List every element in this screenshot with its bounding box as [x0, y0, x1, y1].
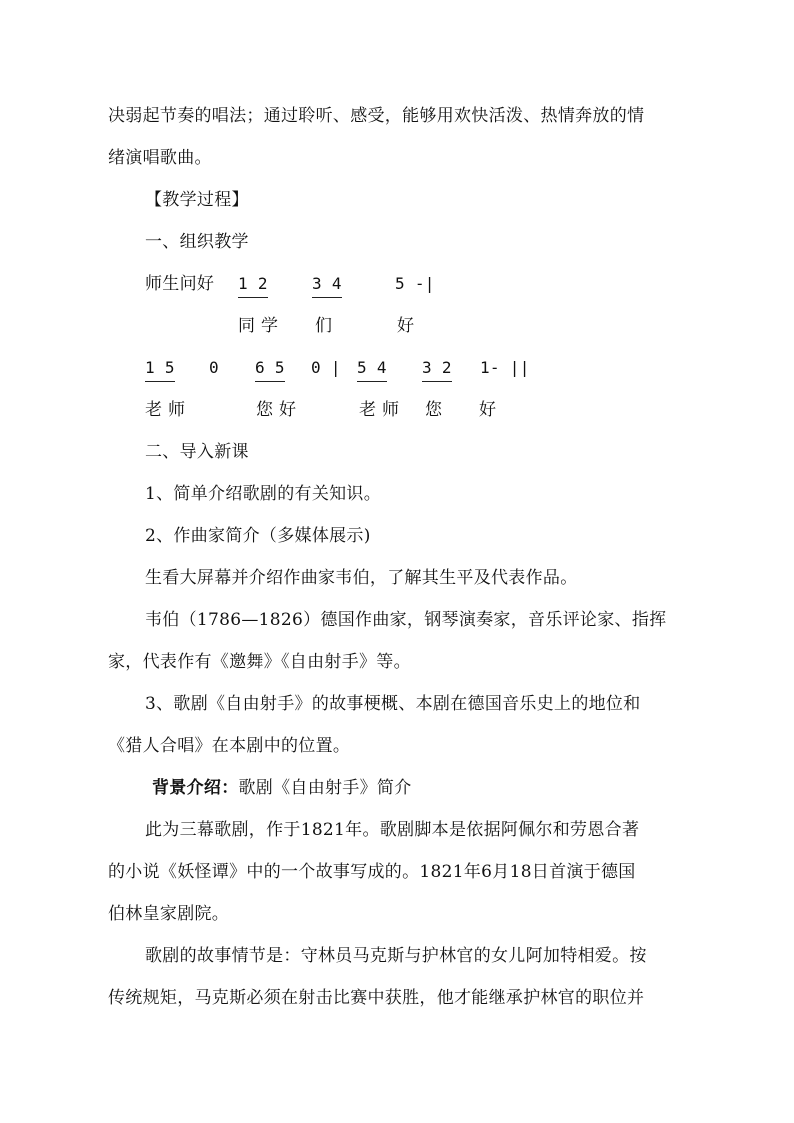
paragraph-line: 此为三幕歌剧，作于1821年。歌剧脚本是依据阿佩尔和劳恩合著 [145, 820, 640, 840]
section-heading: 【教学过程】 [145, 190, 249, 210]
paragraph-line: 传统规矩，马克斯必须在射击比赛中获胜，他才能继承护林官的职位并 [108, 988, 645, 1008]
paragraph-line: 歌剧的故事情节是：守林员马克斯与护林官的女儿阿加特相爱。按 [145, 946, 647, 966]
notation-group: 6 5 [255, 356, 285, 382]
step-heading: 二、导入新课 [145, 442, 249, 462]
step-heading: 一、组织教学 [145, 232, 249, 252]
notation-group: 1 2 [238, 272, 268, 298]
lyric: 您 [425, 400, 443, 420]
list-item: 2、作曲家简介（多媒体展示) [145, 526, 371, 546]
paragraph-line: 决弱起节奏的唱法；通过聆听、感受，能够用欢快活泼、热情奔放的情 [108, 106, 645, 126]
paragraph-line: 家，代表作有《邀舞》《自由射手》等。 [108, 652, 411, 672]
background-title: 歌剧《自由射手》简介 [238, 778, 412, 798]
notation-group: 5 -| [395, 274, 435, 293]
lyric: 您 好 [256, 400, 297, 420]
lyrics-row [145, 314, 445, 338]
paragraph-line: 生看大屏幕并介绍作曲家韦伯，了解其生平及代表作品。 [145, 568, 578, 588]
paragraph-line: 的小说《妖怪谭》中的一个故事写成的。1821年6月18日首演于德国 [108, 862, 636, 882]
paragraph-line: 韦伯（1786—1826）德国作曲家，钢琴演奏家，音乐评论家、指挥 [145, 610, 667, 630]
notation-group: 5 4 [357, 356, 387, 382]
notation-rest: 0 [209, 358, 219, 377]
notation-row [145, 356, 565, 380]
lyric: 们 [315, 316, 333, 336]
notation-group: 1 5 [145, 356, 175, 382]
notation-row [145, 272, 565, 296]
background-heading [152, 776, 412, 800]
paragraph-line: 绪演唱歌曲。 [108, 148, 212, 168]
lyric: 同 学 [238, 316, 279, 336]
notation-end: 1- || [480, 358, 530, 377]
notation-group: 3 2 [422, 356, 452, 382]
notation-rest: 0 | [311, 358, 341, 377]
greeting-label: 师生问好 [145, 274, 215, 294]
paragraph-line: 伯林皇家剧院。 [108, 904, 230, 924]
paragraph-line: 《猎人合唱》在本剧中的位置。 [108, 736, 351, 756]
notation-group: 3 4 [312, 272, 342, 298]
background-label: 背景介绍： [152, 778, 239, 798]
list-item: 1、简单介绍歌剧的有关知识。 [145, 484, 382, 504]
lyric: 老 师 [359, 400, 400, 420]
lyric: 好 [397, 316, 415, 336]
lyric: 老 师 [145, 400, 186, 420]
lyric: 好 [479, 400, 497, 420]
list-item: 3、歌剧《自由射手》的故事梗概、本剧在德国音乐史上的地位和 [145, 694, 641, 714]
lyrics-row [145, 398, 525, 422]
